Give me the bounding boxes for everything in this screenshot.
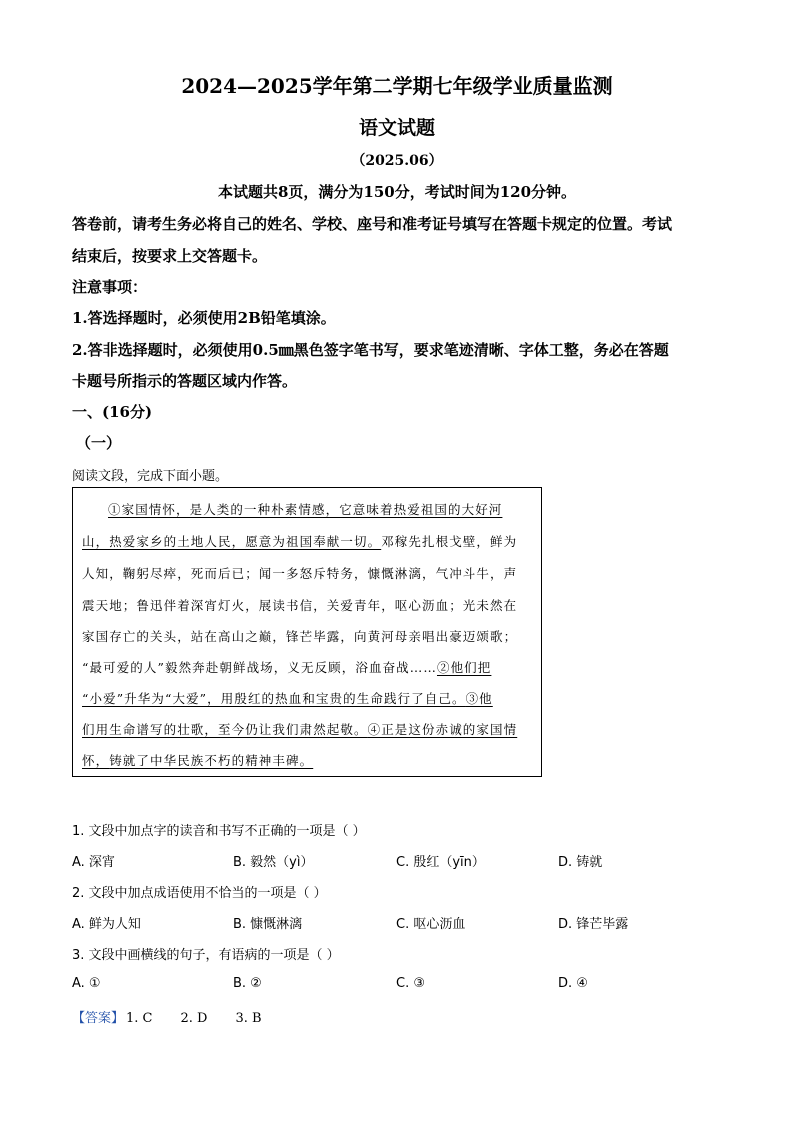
passage-line: 家国存亡的关头，站在高山之巅，锋芒毕露，向黄河母亲唱出豪迈颂歌； — [82, 629, 518, 644]
question-1-option-c: C. 殷红（yīn） — [396, 855, 485, 870]
underlined-sentence-2-cont: “小爱”升华为“大爱”，用殷红的热血和宝贵的生命践行了自己。 — [82, 691, 466, 706]
question-3-option-d: D. ④ — [558, 976, 588, 991]
exam-date: （2025.06） — [351, 153, 443, 169]
underlined-sentence-3: ③他 — [465, 691, 493, 706]
passage-line: 震天地；鲁迅伴着深宵灯火，展读书信，关爱青年，呕心沥血；光未然在 — [82, 598, 518, 613]
question-3-option-a: A. ① — [72, 976, 101, 991]
passage-line — [82, 689, 493, 707]
question-1-option-b: B. 毅然（yì） — [233, 855, 314, 870]
instruction-line-1: 答卷前，请考生务必将自己的姓名、学校、座号和准考证号填写在答题卡规定的位置。考试 — [72, 215, 673, 233]
exam-info: 本试题共8页，满分为150分，考试时间为120分钟。 — [217, 183, 577, 201]
underlined-sentence-1-cont: 山，热爱家乡的土地人民，愿意为祖国奉献一切。 — [82, 534, 382, 549]
passage-line — [108, 500, 502, 518]
underlined-sentence-4-end: 铸就了中华民族不朽的精神丰碑。 — [109, 753, 314, 768]
notice-heading: 注意事项： — [72, 278, 148, 296]
question-3-option-b: B. ② — [233, 976, 262, 991]
instruction-line-2: 结束后，按要求上交答题卡。 — [72, 247, 268, 265]
question-3-option-c: C. ③ — [396, 976, 425, 991]
section-heading: 一、(16分) — [72, 403, 153, 421]
passage-line — [82, 658, 491, 676]
question-2-option-c: C. 呕心沥血 — [396, 917, 466, 932]
passage-text: “最可爱的人”毅然奔赴朝鲜战场，义无反顾，浴血奋战…… — [82, 660, 437, 675]
underlined-sentence-4-cont: 怀， — [82, 753, 110, 768]
passage-line — [82, 532, 517, 550]
question-1-option-d: D. 铸就 — [558, 855, 603, 870]
question-2-option-a: A. 鲜为人知 — [72, 917, 141, 932]
question-1-stem: 1. 文段中加点字的读音和书写不正确的一项是（ ） — [72, 824, 366, 839]
answer-tag: 【答案】 — [72, 1011, 125, 1026]
answer-2: 2. D — [180, 1011, 208, 1026]
answer-1: 1. C — [126, 1011, 153, 1026]
underlined-sentence-3-cont: 们用生命谱写的壮歌，至今仍让我们肃然起敬。 — [82, 722, 368, 737]
answer-line — [72, 1007, 262, 1026]
passage-line — [82, 720, 517, 738]
exam-title: 2024—2025学年第二学期七年级学业质量监测 — [181, 74, 613, 98]
question-3-stem: 3. 文段中画横线的句子，有语病的一项是（ ） — [72, 948, 340, 963]
exam-subtitle: 语文试题 — [358, 117, 435, 139]
question-2-stem: 2. 文段中加点成语使用不恰当的一项是（ ） — [72, 886, 327, 901]
reading-prompt: 阅读文段，完成下面小题。 — [72, 469, 229, 484]
underlined-sentence-1: ①家国情怀，是人类的一种朴素情感，它意味着热爱祖国的大好河 — [108, 502, 503, 517]
answer-3: 3. B — [235, 1011, 262, 1026]
passage-text: 邓稼先扎根戈壁，鲜为 — [381, 534, 518, 549]
underlined-sentence-4: ④正是这份赤诚的家国情 — [367, 722, 518, 737]
note-2-line-2: 卡题号所指示的答题区域内作答。 — [72, 372, 298, 390]
note-2-line-1: 2.答非选择题时，必须使用0.5㎜黑色签字笔书写，要求笔迹清晰、字体工整，务必在答题 — [72, 341, 669, 359]
question-2-option-d: D. 锋芒毕露 — [558, 917, 629, 932]
question-1-option-a: A. 深宵 — [72, 855, 115, 870]
passage-line: 人知，鞠躬尽瘁，死而后已；闻一多怒斥特务，慷慨淋漓，气冲斗牛，声 — [82, 566, 518, 581]
note-1: 1.答选择题时，必须使用2B铅笔填涂。 — [72, 309, 336, 327]
passage-line — [82, 751, 313, 769]
sub-section-heading: （一） — [76, 434, 122, 452]
question-2-option-b: B. 慷慨淋漓 — [233, 917, 303, 932]
underlined-sentence-2: ②他们把 — [436, 660, 492, 675]
